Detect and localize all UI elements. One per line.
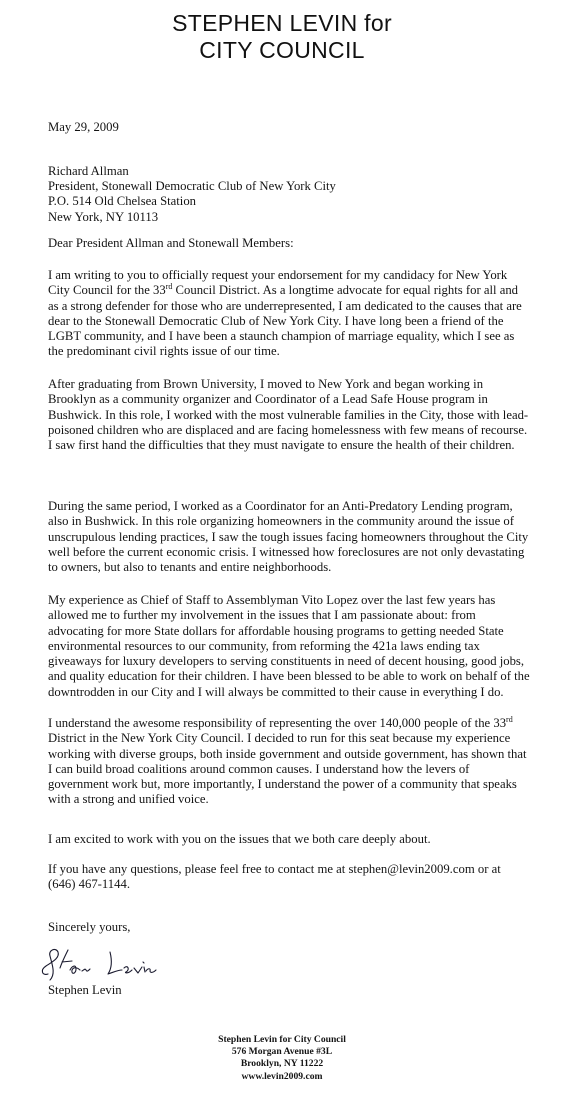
- paragraph-5-text-a: I understand the awesome responsibility of representing the over 140,000 people of the 33: [48, 716, 507, 730]
- paragraph-responsibility: [48, 716, 530, 808]
- footer-street: 576 Morgan Avenue #3L: [231, 1046, 333, 1058]
- footer-website: www.levin2009.com: [241, 1070, 323, 1082]
- recipient-address: [48, 164, 528, 225]
- recipient-title: President, Stonewall Democratic Club of New York City: [48, 179, 336, 194]
- footer-org: Stephen Levin for City Council: [218, 1034, 346, 1045]
- recipient-street: P.O. 514 Old Chelsea Station: [48, 194, 197, 209]
- letterhead-line-1: STEPHEN LEVIN for: [172, 10, 392, 36]
- paragraph-5-text-b: District in the New York City Council. I decided to run for this seat because my experience working with diverse groups, both inside government and outside government, has shown that I can build broad coalitions around common causes. I understand how the levers of government work but, more importantly, I understand the power of a community that speaks with a strong and unified voice.: [48, 731, 527, 807]
- paragraph-chief-of-staff: My experience as Chief of Staff to Assemblyman Vito Lopez over the last few years has allowed me to further my involvement in the issues that I am passionate about: from advocating for more State dollars for affordable housing programs to getting needed State environmental resources to our community, from reforming the 421a laws ending tax giveaways for luxury developers to serving constituents in need of decent housing, good jobs, and quality education for their children. I have been blessed to be able to work on behalf of the downtrodden in our City and I will always be committed to their cause in everything I do.: [48, 593, 530, 699]
- letter-date: May 29, 2009: [48, 120, 119, 134]
- handwritten-signature: [38, 944, 158, 984]
- paragraph-background: After graduating from Brown University, I moved to New York and began working in Brooklyn as a community organizer and Coordinator of a Lead Safe House program in Bushwick. In this role, I worked with the most vulnerable families in the City, those with lead-poisoned children who are displaced and are facing homelessness with few means of recourse. I saw first hand the difficulties that they must navigate to ensure the health of their children.: [48, 377, 529, 453]
- paragraph-1-superscript: rd: [165, 282, 173, 292]
- footer-address: [0, 1034, 564, 1083]
- letterhead: [0, 10, 564, 64]
- salutation: Dear President Allman and Stonewall Members:: [48, 236, 294, 250]
- paragraph-1-text-b: Council District. As a longtime advocate for equal rights for all and as a strong defender for those who are underrepresented, I am dedicated to the causes that are dear to the Stonewall Democratic Club of New York City. I have long been a friend of the LGBT community, and I have been a staunch champion of marriage equality, which I see as the predominant civil rights issue of our time.: [48, 283, 522, 359]
- paragraph-contact: If you have any questions, please feel free to contact me at stephen@levin2009.com or at (646) 467-1144.: [48, 862, 501, 892]
- letterhead-line-2: CITY COUNCIL: [199, 37, 365, 63]
- recipient-name: Richard Allman: [48, 164, 129, 178]
- paragraph-anti-predatory-lending: During the same period, I worked as a Coordinator for an Anti-Predatory Lending program, also in Bushwick. In this role organizing homeowners in the community around the issue of unscrupulous lending practices, I saw the tough issues facing homeowners throughout the City well before the current economic crisis. I witnessed how foreclosures are not only devastating to owners, but also to tenants and entire neighborhoods.: [48, 499, 529, 575]
- signer-name: Stephen Levin: [48, 983, 122, 997]
- paragraph-5-superscript: rd: [506, 714, 513, 724]
- paragraph-excited: I am excited to work with you on the issues that we both care deeply about.: [48, 832, 431, 846]
- recipient-city: New York, NY 10113: [48, 209, 159, 224]
- footer-city: Brooklyn, NY 11222: [240, 1058, 324, 1070]
- paragraph-1-text-a: I am writing to you to officially request your endorsement for my candidacy for New York City Council for the 33: [48, 268, 508, 298]
- closing: Sincerely yours,: [48, 920, 131, 934]
- paragraph-endorsement-request: [48, 268, 530, 360]
